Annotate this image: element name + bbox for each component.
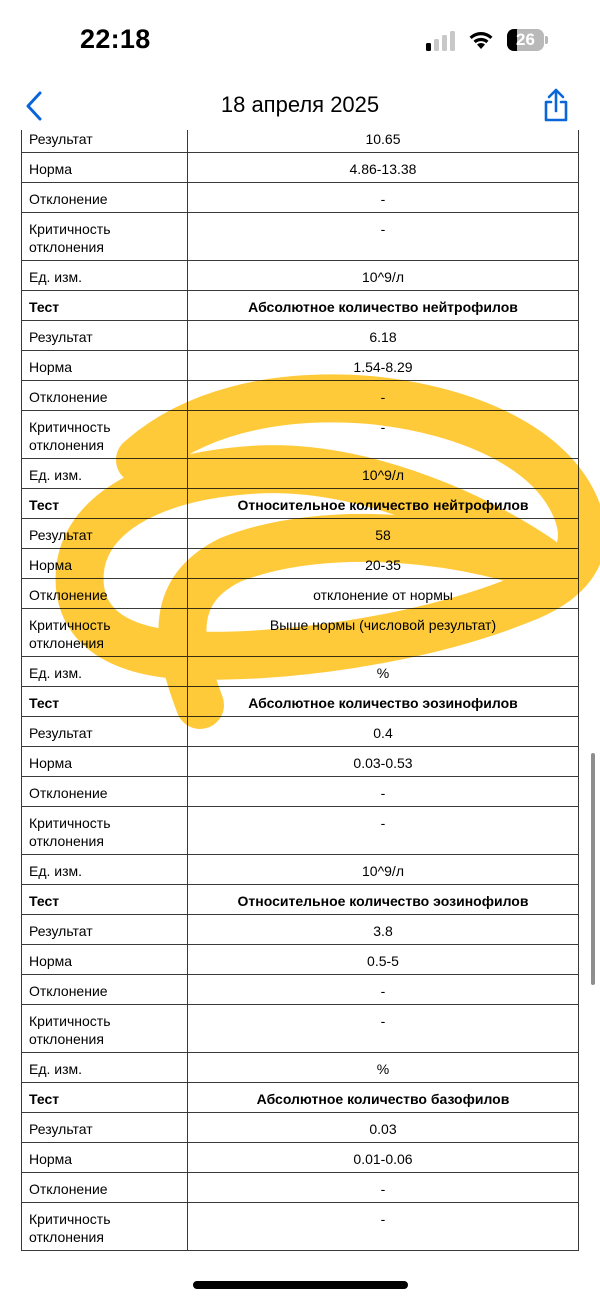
table-row-criticality: Критичность отклонения - xyxy=(22,1005,579,1053)
table-row-norm: Норма 4.86-13.38 xyxy=(22,153,579,183)
test-name: Абсолютное количество базофилов xyxy=(188,1083,579,1113)
table-row-deviation: Отклонение - xyxy=(22,1173,579,1203)
battery-percent: 26 xyxy=(516,30,535,49)
table-row-norm: Норма 0.01-0.06 xyxy=(22,1143,579,1173)
table-row-unit: Ед. изм. 10^9/л xyxy=(22,261,579,291)
table-row-norm: Норма 1.54-8.29 xyxy=(22,351,579,381)
table-row-criticality: Критичность отклонения Выше нормы (числовой результат) xyxy=(22,609,579,657)
table-row-deviation: Отклонение отклонение от нормы xyxy=(22,579,579,609)
table-row-test: Тест Абсолютное количество нейтрофилов xyxy=(22,291,579,321)
test-name: Относительное количество нейтрофилов xyxy=(188,489,579,519)
table-row-unit: Ед. изм. 10^9/л xyxy=(22,855,579,885)
status-bar xyxy=(0,0,600,80)
test-name: Абсолютное количество эозинофилов xyxy=(188,687,579,717)
table-row-test: Тест Абсолютное количество эозинофилов xyxy=(22,687,579,717)
table-row-unit: Ед. изм. % xyxy=(22,657,579,687)
table-row-result: Результат 58 xyxy=(22,519,579,549)
wifi-icon xyxy=(467,28,495,50)
vertical-scrollbar[interactable] xyxy=(591,753,595,985)
table-row-result: Результат 0.03 xyxy=(22,1113,579,1143)
table-row-result: Результат 3.8 xyxy=(22,915,579,945)
table-row-norm: Норма 20-35 xyxy=(22,549,579,579)
lab-results-document[interactable] xyxy=(0,130,600,1260)
status-time: 22:18 xyxy=(80,24,151,54)
table-row-test: Тест Относительное количество эозинофилов xyxy=(22,885,579,915)
test-name: Относительное количество эозинофилов xyxy=(188,885,579,915)
share-icon xyxy=(538,86,574,126)
table-row-unit: Ед. изм. % xyxy=(22,1053,579,1083)
table-row-result: Результат 0.4 xyxy=(22,717,579,747)
table-row-criticality: Критичность отклонения - xyxy=(22,1203,579,1251)
table-row-deviation: Отклонение - xyxy=(22,183,579,213)
page-title: 18 апреля 2025 xyxy=(220,92,380,117)
table-row-test: Тест Абсолютное количество базофилов xyxy=(22,1083,579,1113)
share-button[interactable] xyxy=(538,86,574,126)
table-row-criticality: Критичность отклонения - xyxy=(22,213,579,261)
table-row-deviation: Отклонение - xyxy=(22,381,579,411)
table-row-criticality: Критичность отклонения - xyxy=(22,807,579,855)
battery-icon xyxy=(507,29,547,51)
table-row-test: Тест Относительное количество нейтрофилов xyxy=(22,489,579,519)
navigation-bar xyxy=(0,80,600,130)
table-row-norm: Норма 0.5-5 xyxy=(22,945,579,975)
home-indicator[interactable] xyxy=(193,1281,408,1289)
table-row-deviation: Отклонение - xyxy=(22,777,579,807)
table-row-criticality: Критичность отклонения - xyxy=(22,411,579,459)
table-row-norm: Норма 0.03-0.53 xyxy=(22,747,579,777)
table-row-result: Результат 6.18 xyxy=(22,321,579,351)
lab-results-table xyxy=(21,130,579,1251)
cellular-signal-icon xyxy=(426,31,458,51)
table-row-deviation: Отклонение - xyxy=(22,975,579,1005)
table-row-unit: Ед. изм. 10^9/л xyxy=(22,459,579,489)
table-row-result: Результат 10.65 xyxy=(22,130,579,153)
test-name: Абсолютное количество нейтрофилов xyxy=(188,291,579,321)
